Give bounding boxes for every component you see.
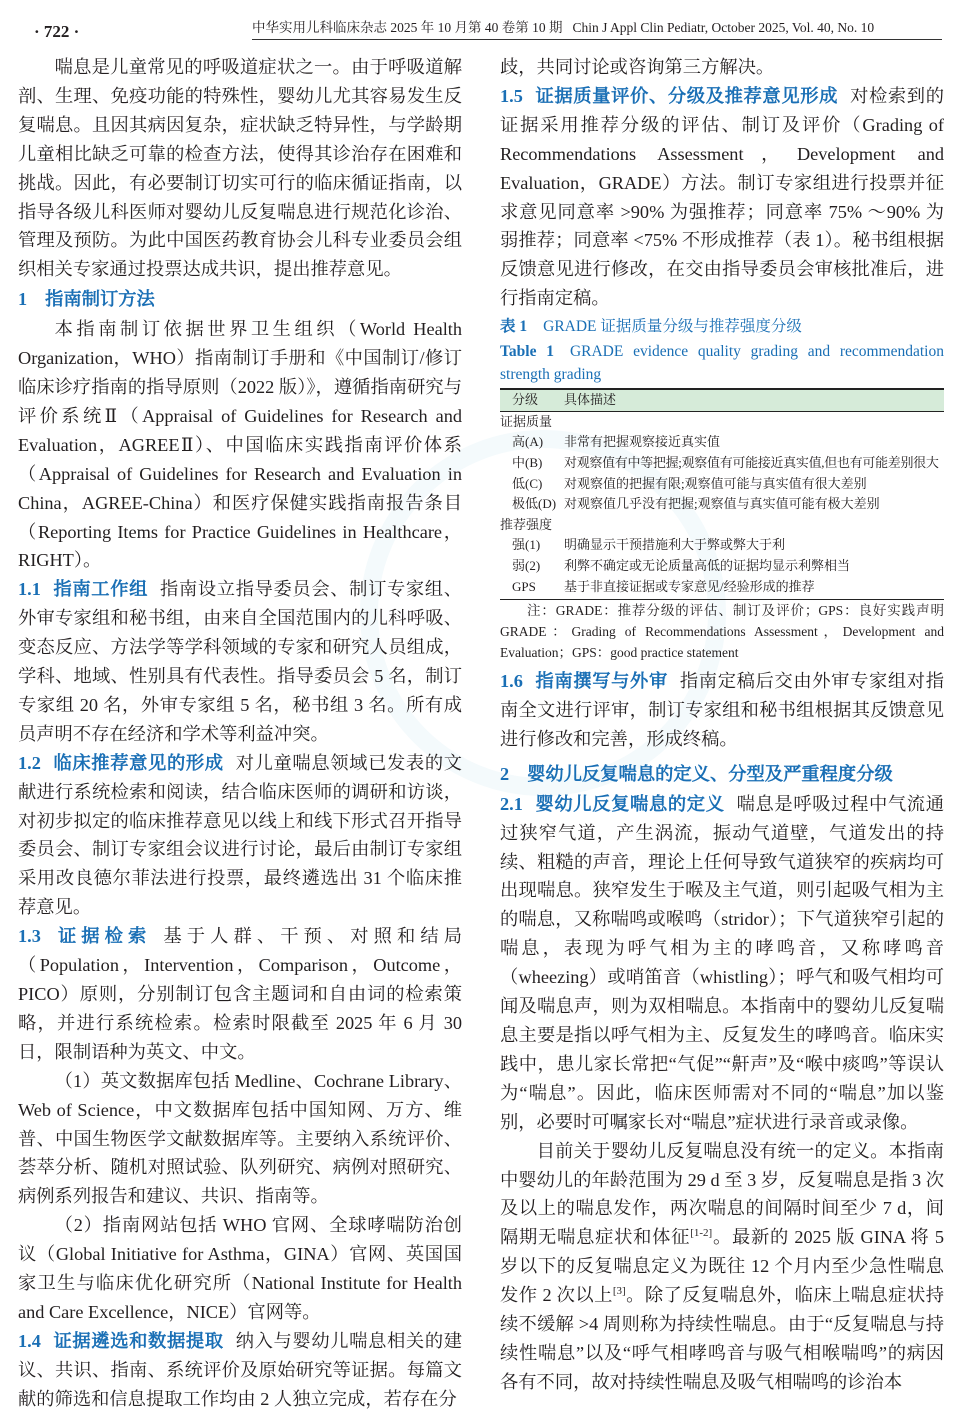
section-1-3 — [18, 922, 462, 1067]
section-number: 2.1 — [500, 793, 523, 814]
column-header: 分级 — [500, 389, 564, 411]
desc-cell: 对观察值几乎没有把握;观察值与真实值可能有极大差别 — [564, 496, 880, 512]
grade-cell: 低(C) — [512, 475, 543, 491]
journal-title-cn: 中华实用儿科临床杂志 2025 年 10 月第 40 卷第 10 期 — [252, 20, 563, 35]
subsection-heading — [18, 1331, 224, 1351]
table-row — [500, 494, 944, 515]
table-group-row — [500, 411, 944, 432]
section-2-1 — [500, 790, 944, 1137]
table-row — [500, 556, 944, 577]
paragraph: 本指南制订依据世界卫生组织（World Health Organization，WHO）指南制订手册和《中国制订/修订临床诊疗指南的指导原则（2022 版）》，遵循指南研究与评价系统Ⅱ（Appraisal of Guidelines for Research and Evaluation，AGREEⅡ）、中国临床实践指南评价体系（Appraisal of Guidelines for Research and Evaluation in China，AGREE-China）和医疗保健实践指南报告条目（Reporting Items for Practice Guidelines in Healthcare，RIGHT）。 — [18, 319, 462, 571]
group-title: 证据质量 — [500, 413, 553, 429]
subsection-heading — [18, 579, 148, 599]
section-2-heading — [500, 760, 944, 789]
paragraph: （2）指南网站包括 WHO 官网、全球哮喘防治创议（Global Initiative for Asthma，GINA）官网、英国国家卫生与临床优化研究所（National Institute for Health and Care Excellence，NICE）官网等。 — [18, 1215, 462, 1322]
right-column — [500, 53, 944, 1397]
grade-cell: 中(B) — [512, 454, 543, 470]
journal-title-en: Chin J Appl Clin Pediatr, October 2025, Vol. 40, No. 10 — [572, 20, 875, 35]
table-row — [500, 432, 944, 453]
section-1-2 — [18, 749, 462, 922]
section-number: 1.3 — [18, 926, 41, 947]
section-number: 1.1 — [18, 579, 41, 600]
left-column — [18, 53, 462, 1414]
desc-cell: 明确显示干预措施利大于弊或弊大于利 — [564, 537, 786, 553]
paragraph-text: 基于人群、干预、对照和结局（Population，Intervention，Comparison，Outcome，PICO）原则，分别制订包含主题词和自由词的检索策略，并进行系统检索。检索时限截至 2025 年 6 月 30 日，限制语种为英文、中文。 — [18, 926, 463, 1062]
column-header: 具体描述 — [564, 389, 944, 411]
text-segment: 。最新的 2025 版 GINA 将 5 岁以下的反复喘息定义为既往 12 个月内至少急性喘息发作 2 次以上 — [500, 1227, 944, 1306]
subsection-heading — [18, 753, 224, 773]
section-number: 1.4 — [18, 1330, 41, 1351]
desc-cell: 非常有把握观察接近真实值 — [564, 434, 721, 450]
paragraph-text: 对儿童喘息领域已发表的文献进行系统检索和阅读，结合临床医师的调研和访谈，对初步拟定的临床推荐意见以线上和线下形式召开指导委员会、制订专家组会议进行讨论，最后由制订专家组采用改良德尔菲法进行投票，最终遴选出 31 个临床推荐意见。 — [18, 752, 463, 918]
paragraph-text: 指南定稿后交由外审专家组对指南全文进行评审，制订专家组和秘书组根据其反馈意见进行修改和完善，形成终稿。 — [500, 671, 945, 749]
section-title: 证据检索 — [52, 926, 152, 947]
section-1-1 — [18, 575, 462, 748]
subsection-heading — [18, 926, 151, 946]
table-row — [500, 453, 944, 474]
table-title: GRADE evidence quality grading and recommendation strength grading — [500, 343, 944, 384]
grade-cell: GPS — [500, 577, 564, 600]
table-1 — [500, 315, 944, 663]
grade-cell: 高(A) — [512, 434, 544, 450]
section-title: 临床推荐意见的形成 — [52, 752, 224, 773]
paragraph-text: 指南设立指导委员会、制订专家组、外审专家组和秘书组，由来自全国范围内的儿科呼吸、变态反应、方法学等学科领域的专家和研究人员组成，学科、地域、性别具有代表性。指导委员会 5 名，制订专家组 20 名，外审专家组 5 名，秘书组 3 名。所有成员声明不存在经济和学术等利益冲突。 — [18, 579, 462, 744]
text-segment: 。除了反复喘息外，临床上喘息症状持续不缓解 >4 周则称为持续性喘息。由于“反复喘息与持续性喘息”以及“呼气相哮鸣音与吸气相喉喘鸣”的病因各有不同，故对持续性喘息及吸气相喘鸣的诊治本 — [500, 1285, 945, 1392]
section-title: 证据质量评价、分级及推荐意见形成 — [534, 85, 839, 106]
grade-table — [500, 388, 944, 600]
paragraph: （1）英文数据库包括 Medline、Cochrane Library、Web of Science，中文数据库包括中国知网、万方、维普、中国生物医学文献数据库等。主要纳入系统评价、荟萃分析、随机对照试验、队列研究、病例对照研究、病例系列报告和建议、共识、指南等。 — [18, 1070, 462, 1207]
page-number: · 722 · — [34, 22, 80, 41]
table-header-row — [500, 389, 944, 411]
table-row — [500, 535, 944, 556]
citation-link[interactable]: [1-2] — [690, 1227, 713, 1240]
section-title: 证据遴选和数据提取 — [52, 1330, 224, 1351]
desc-cell: 对观察值有中等把握;观察值有可能接近真实值,但也有可能差别很大 — [564, 454, 939, 470]
subsection-heading — [500, 794, 725, 814]
section-number: 1.5 — [500, 85, 523, 106]
subsection-heading — [500, 671, 668, 691]
table-label: 表 1 — [500, 318, 528, 336]
grade-cell: 极低(D) — [512, 496, 557, 512]
subsection-heading — [500, 86, 838, 106]
text-segment: 目前关于婴幼儿反复喘息没有统一的定义。本指南中婴幼儿的年龄范围为 29 d 至 3 岁，反复喘息是指 3 次及以上的喘息发作，两次喘息的间隔时间至少 7 d，间隔期无喘息症状和体征 — [500, 1140, 944, 1248]
paragraph — [500, 1137, 944, 1397]
table-row — [500, 577, 944, 600]
section-1-6 — [500, 667, 944, 754]
section-title: 指南制订方法 — [45, 289, 155, 310]
paragraph: 歧，共同讨论或咨询第三方解决。 — [500, 57, 775, 77]
table-group-row — [500, 515, 944, 536]
citation-link[interactable]: [3] — [612, 1285, 626, 1298]
section-1-5 — [500, 82, 944, 313]
table-title: GRADE 证据质量分级与推荐强度分级 — [543, 318, 802, 336]
intro-paragraph: 喘息是儿童常见的呼吸道症状之一。由于呼吸道解剖、生理、免疫功能的特殊性，婴幼儿尤其容易发生反复喘息。且因其病因复杂，症状缺乏特异性，与学龄期儿童相比缺乏可靠的检查方法，使得其诊治存在困难和挑战。因此，有必要制订切实可行的临床循证指南，以指导各级儿科医师对婴幼儿反复喘息进行规范化诊治、管理及预防。为此中国医药教育协会儿科专业委员会组织相关专家通过投票达成共识，提出推荐意见。 — [18, 57, 462, 280]
paragraph-text: 对检索到的证据采用推荐分级的评估、制订及评价（Grading of Recommendations Assessment，Development and Evaluation，GRADE）方法。制订专家组进行投票并征求意见同意率 >90% 为强推荐；同意率 75% ～90% 为弱推荐；同意率 <75% 不形成推荐（表 1）。秘书组根据反馈意见进行修改，在交由指导委员会审核批准后，进行指南定稿。 — [500, 85, 945, 309]
desc-cell: 利弊不确定或无论质量高低的证据均显示利弊相当 — [564, 557, 851, 573]
section-title: 婴幼儿反复喘息的定义、分型及严重程度分级 — [527, 763, 893, 784]
section-title: 指南撰写与外审 — [534, 671, 668, 692]
section-number: 1.2 — [18, 752, 41, 773]
paragraph-text: 喘息是呼吸过程中气流通过狭窄气道，产生涡流，振动气道壁，气道发出的持续、粗糙的声音，理论上任何导致气道狭窄的疾病均可出现喘息。狭窄发生于喉及主气道，则引起吸气相为主的喘息，又称喘鸣或喉鸣（stridor）；下气道狭窄引起的喘息，表现为呼气相为主的哮鸣音，又称哮鸣音（wheezing）或哨笛音（whistling）；呼气和吸气相均可闻及喘息声，则为双相喘息。本指南中的婴幼儿反复喘息主要是指以呼气相为主、反复发生的哮鸣音。临床实践中，患儿家长常把“气促”“鼾声”及“喉中痰鸣”等误认为“喘息”。因此，临床医师需对不同的“喘息”加以鉴别，必要时可嘱家长对“喘息”症状进行录音或录像。 — [500, 793, 945, 1132]
table-label: Table 1 — [500, 343, 554, 361]
section-title: 婴幼儿反复喘息的定义 — [534, 793, 725, 814]
paragraph-text: 纳入与婴幼儿喘息相关的建议、共识、指南、系统评价及原始研究等证据。每篇文献的筛选和信息提取工作均由 2 人独立完成，若存在分 — [18, 1330, 463, 1409]
table-caption-cn — [500, 315, 944, 338]
grade-cell: 弱(2) — [512, 557, 541, 573]
desc-cell: 对观察值的把握有限;观察值可能与真实值有很大差别 — [564, 475, 867, 491]
table-row — [500, 474, 944, 495]
table-note: 注：GRADE：推荐分级的评估、制订及评价；GPS：良好实践声明 GRADE：Grading of Recommendations Assessment，Development and Evaluation；GPS：good practice statement — [500, 603, 944, 661]
section-number: 1 — [18, 289, 28, 310]
section-1-heading — [18, 285, 462, 314]
section-number: 1.6 — [500, 671, 523, 692]
section-1-4 — [18, 1327, 462, 1414]
running-header — [252, 16, 942, 40]
section-number: 2 — [500, 763, 510, 784]
desc-cell: 基于非直接证据或专家意见/经验形成的推荐 — [564, 577, 944, 600]
table-caption-en — [500, 340, 944, 386]
section-title: 指南工作组 — [52, 579, 149, 600]
grade-cell: 强(1) — [512, 537, 541, 553]
group-title: 推荐强度 — [500, 516, 553, 532]
